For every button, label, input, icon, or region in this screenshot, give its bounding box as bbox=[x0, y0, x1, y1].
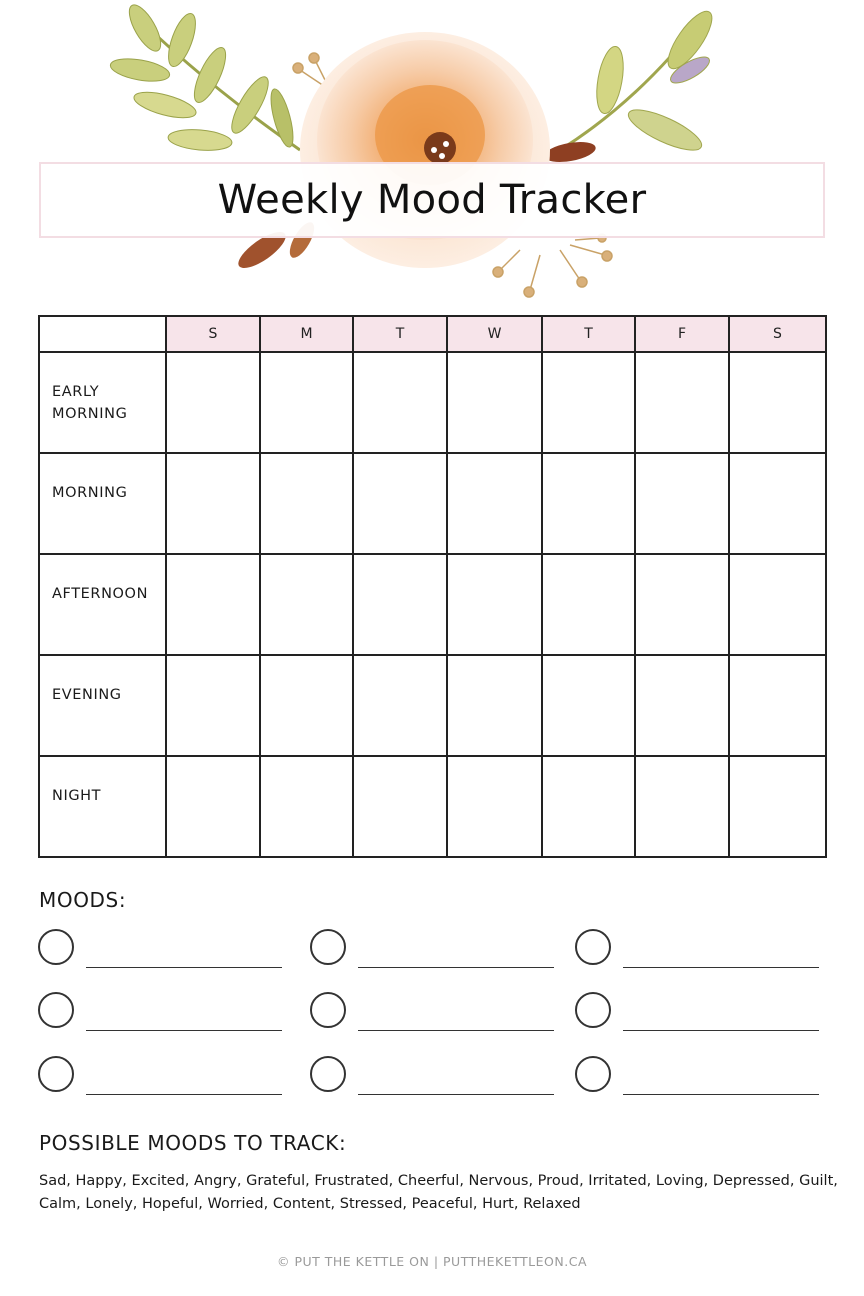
mood-color-circle[interactable] bbox=[575, 1056, 611, 1092]
mood-name-line[interactable] bbox=[623, 1030, 819, 1031]
day-header: T bbox=[353, 316, 447, 352]
time-row bbox=[39, 756, 826, 857]
mood-entry-cell[interactable] bbox=[353, 554, 447, 655]
mood-color-circle[interactable] bbox=[38, 1056, 74, 1092]
mood-entry-cell[interactable] bbox=[729, 756, 826, 857]
mood-key-slot bbox=[38, 992, 284, 1036]
mood-entry-cell[interactable] bbox=[729, 554, 826, 655]
moods-heading: MOODS: bbox=[39, 888, 127, 912]
mood-entry-cell[interactable] bbox=[447, 352, 542, 453]
mood-color-circle[interactable] bbox=[38, 929, 74, 965]
right-branch bbox=[560, 5, 719, 158]
mood-entry-cell[interactable] bbox=[729, 453, 826, 554]
mood-entry-cell[interactable] bbox=[353, 756, 447, 857]
mood-name-line[interactable] bbox=[358, 1030, 554, 1031]
mood-entry-cell[interactable] bbox=[353, 352, 447, 453]
mood-entry-cell[interactable] bbox=[260, 453, 353, 554]
mood-entry-cell[interactable] bbox=[447, 655, 542, 756]
mood-key-slot bbox=[575, 992, 821, 1036]
title-banner bbox=[39, 162, 825, 238]
footer-credit: © PUT THE KETTLE ON | PUTTHEKETTLEON.CA bbox=[277, 1254, 587, 1269]
day-header: M bbox=[260, 316, 353, 352]
mood-entry-cell[interactable] bbox=[166, 655, 260, 756]
mood-entry-cell[interactable] bbox=[729, 655, 826, 756]
mood-color-circle[interactable] bbox=[310, 929, 346, 965]
mood-color-circle[interactable] bbox=[575, 992, 611, 1028]
floral-illustration bbox=[0, 0, 864, 310]
mood-tracker-table bbox=[38, 315, 827, 858]
mood-color-circle[interactable] bbox=[575, 929, 611, 965]
mood-entry-cell[interactable] bbox=[353, 453, 447, 554]
mood-name-line[interactable] bbox=[86, 967, 282, 968]
mood-key-grid bbox=[38, 929, 828, 1099]
mood-color-circle[interactable] bbox=[310, 1056, 346, 1092]
time-of-day-label: AFTERNOON bbox=[39, 554, 166, 655]
day-header: F bbox=[635, 316, 729, 352]
mood-key-slot bbox=[38, 929, 284, 973]
mood-entry-cell[interactable] bbox=[542, 453, 635, 554]
day-header: S bbox=[729, 316, 826, 352]
day-header: W bbox=[447, 316, 542, 352]
mood-key-slot bbox=[575, 929, 821, 973]
time-of-day-label: MORNING bbox=[39, 453, 166, 554]
day-header: S bbox=[166, 316, 260, 352]
mood-entry-cell[interactable] bbox=[353, 655, 447, 756]
mood-entry-cell[interactable] bbox=[635, 453, 729, 554]
mood-key-slot bbox=[310, 1056, 556, 1100]
mood-entry-cell[interactable] bbox=[542, 756, 635, 857]
mood-entry-cell[interactable] bbox=[635, 756, 729, 857]
mood-entry-cell[interactable] bbox=[260, 352, 353, 453]
mood-name-line[interactable] bbox=[623, 967, 819, 968]
page-title: Weekly Mood Tracker bbox=[217, 177, 647, 223]
time-of-day-label: EVENING bbox=[39, 655, 166, 756]
mood-name-line[interactable] bbox=[623, 1094, 819, 1095]
mood-entry-cell[interactable] bbox=[166, 756, 260, 857]
mood-entry-cell[interactable] bbox=[635, 554, 729, 655]
mood-key-slot bbox=[575, 1056, 821, 1100]
mood-entry-cell[interactable] bbox=[166, 453, 260, 554]
possible-moods-list: Sad, Happy, Excited, Angry, Grateful, Frustrated, Cheerful, Nervous, Proud, Irritated, Loving, Depressed, Guilt, Calm, Lonely, Hopeful, Worried, Content, Stressed, Peaceful, Hurt, Relaxed bbox=[39, 1173, 838, 1212]
mood-entry-cell[interactable] bbox=[260, 655, 353, 756]
mood-entry-cell[interactable] bbox=[635, 352, 729, 453]
day-header-row bbox=[39, 316, 826, 352]
mood-name-line[interactable] bbox=[358, 1094, 554, 1095]
mood-key-slot bbox=[310, 992, 556, 1036]
mood-entry-cell[interactable] bbox=[542, 554, 635, 655]
mood-name-line[interactable] bbox=[358, 967, 554, 968]
mood-entry-cell[interactable] bbox=[635, 655, 729, 756]
time-row bbox=[39, 352, 826, 453]
mood-entry-cell[interactable] bbox=[447, 453, 542, 554]
time-of-day-label: NIGHT bbox=[39, 756, 166, 857]
mood-entry-cell[interactable] bbox=[260, 756, 353, 857]
time-row bbox=[39, 453, 826, 554]
mood-key-slot bbox=[38, 1056, 284, 1100]
mood-name-line[interactable] bbox=[86, 1030, 282, 1031]
mood-color-circle[interactable] bbox=[38, 992, 74, 1028]
time-of-day-label: EARLY MORNING bbox=[39, 352, 166, 453]
mood-name-line[interactable] bbox=[86, 1094, 282, 1095]
mood-color-circle[interactable] bbox=[310, 992, 346, 1028]
time-row bbox=[39, 655, 826, 756]
mood-key-slot bbox=[310, 929, 556, 973]
mood-entry-cell[interactable] bbox=[447, 756, 542, 857]
mood-entry-cell[interactable] bbox=[166, 554, 260, 655]
possible-moods-heading: POSSIBLE MOODS TO TRACK: bbox=[39, 1131, 347, 1155]
corner-cell bbox=[39, 316, 166, 352]
mood-entry-cell[interactable] bbox=[260, 554, 353, 655]
mood-entry-cell[interactable] bbox=[166, 352, 260, 453]
mood-entry-cell[interactable] bbox=[729, 352, 826, 453]
day-header: T bbox=[542, 316, 635, 352]
left-branch bbox=[109, 0, 300, 152]
time-row bbox=[39, 554, 826, 655]
mood-entry-cell[interactable] bbox=[542, 352, 635, 453]
mood-entry-cell[interactable] bbox=[447, 554, 542, 655]
mood-entry-cell[interactable] bbox=[542, 655, 635, 756]
